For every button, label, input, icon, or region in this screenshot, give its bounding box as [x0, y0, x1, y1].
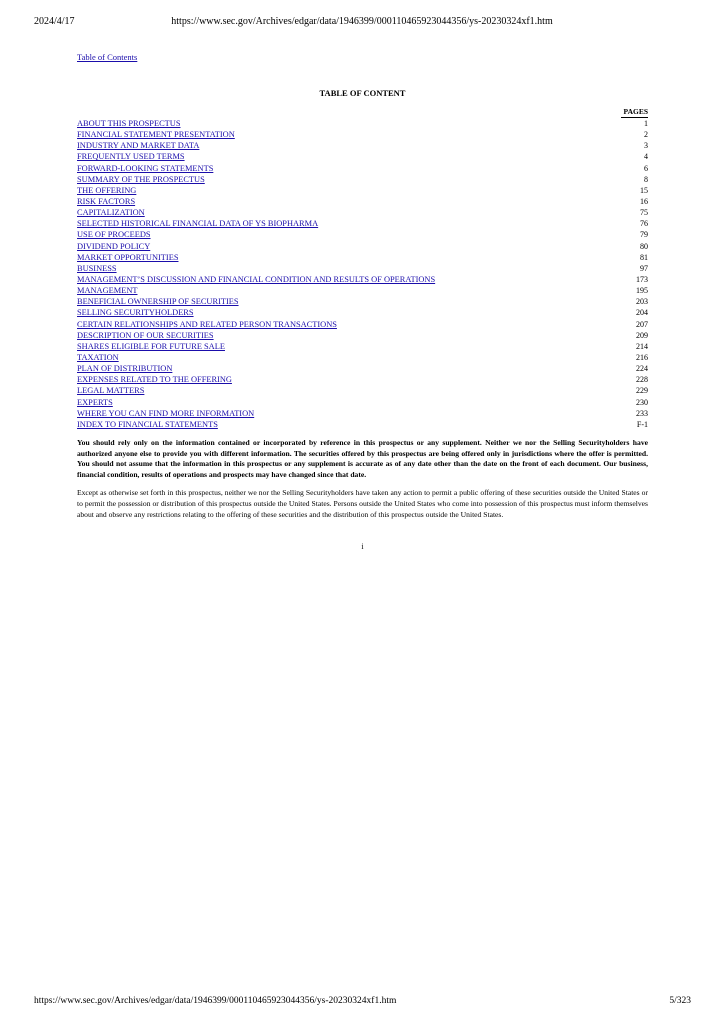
toc-entry-page: 230: [636, 397, 648, 407]
toc-entry-link[interactable]: MARKET OPPORTUNITIES: [77, 252, 179, 262]
toc-row: [77, 296, 648, 307]
toc-entry-page: 80: [640, 241, 648, 251]
toc-entry-link[interactable]: SHARES ELIGIBLE FOR FUTURE SALE: [77, 341, 225, 351]
toc-list: [77, 118, 648, 430]
reliance-notice-paragraph: You should rely only on the information contained or incorporated by reference in this prospectus or any supplement. Neither we nor the Selling Securityholders have authorized anyone else to provide you with different information. The securities offered by this prospectus are being offered only in jurisdictions where the offer is permitted. You should not assume that the information in this prospectus or any supplement is accurate as of any date other than the date on the front of each document. Our business, financial condition, results of operations and prospects may have changed since that date.: [77, 437, 648, 479]
toc-entry-link[interactable]: INDUSTRY AND MARKET DATA: [77, 141, 200, 151]
toc-entry-page: 216: [636, 352, 648, 362]
toc-entry-page: 207: [636, 319, 648, 329]
toc-entry-page: 173: [636, 274, 648, 284]
toc-row: [77, 185, 648, 196]
toc-entry-page: 214: [636, 341, 648, 351]
toc-row: [77, 196, 648, 207]
toc-row: [77, 151, 648, 162]
toc-entry-link[interactable]: EXPERTS: [77, 397, 113, 407]
print-footer-url: https://www.sec.gov/Archives/edgar/data/1946399/000110465923044356/ys-20230324xf1.htm: [34, 996, 397, 1006]
print-date: 2024/4/17: [34, 16, 75, 27]
toc-entry-link[interactable]: SELLING SECURITYHOLDERS: [77, 308, 194, 318]
toc-entry-link[interactable]: DIVIDEND POLICY: [77, 241, 151, 251]
toc-row: [77, 174, 648, 185]
page-number: i: [361, 542, 364, 552]
toc-entry-page: 75: [640, 208, 648, 218]
toc-entry-page: 4: [644, 152, 648, 162]
toc-row: [77, 397, 648, 408]
toc-row: [77, 218, 648, 229]
table-of-contents-link[interactable]: Table of Contents: [77, 52, 138, 62]
toc-entry-page: 79: [640, 230, 648, 240]
toc-row: [77, 118, 648, 129]
toc-entry-page: 1: [644, 119, 648, 128]
toc-entry-page: 97: [640, 263, 648, 273]
toc-row: [77, 330, 648, 341]
toc-row: [77, 229, 648, 240]
toc-entry-link[interactable]: LEGAL MATTERS: [77, 386, 145, 396]
toc-row: [77, 163, 648, 174]
toc-row: [77, 140, 648, 151]
toc-entry-page: 233: [636, 408, 648, 418]
toc-row: [77, 241, 648, 252]
toc-row: [77, 352, 648, 363]
toc-row: [77, 374, 648, 385]
offering-restrictions-paragraph: Except as otherwise set forth in this prospectus, neither we nor the Selling Securityholders have taken any action to permit a public offering of these securities outside the United States or to permit the possession or distribution of this prospectus outside the United States. Persons outside the United States who come into possession of this prospectus must inform themselves about and observe any restrictions relating to the offering of these securities and the distribution of this prospectus outside the United States.: [77, 488, 648, 519]
toc-row: [77, 285, 648, 296]
pages-header-label: PAGES: [621, 107, 648, 118]
toc-entry-page: 229: [636, 386, 648, 396]
toc-entry-page: 8: [644, 174, 648, 184]
toc-row: [77, 307, 648, 318]
document-body: [77, 52, 648, 551]
toc-row: [77, 363, 648, 374]
toc-row: [77, 207, 648, 218]
toc-entry-link[interactable]: INDEX TO FINANCIAL STATEMENTS: [77, 419, 218, 429]
toc-entry-link[interactable]: MANAGEMENT’S DISCUSSION AND FINANCIAL CONDITION AND RESULTS OF OPERATIONS: [77, 274, 436, 284]
toc-entry-link[interactable]: ABOUT THIS PROSPECTUS: [77, 119, 181, 128]
toc-entry-page: 2: [644, 130, 648, 140]
toc-entry-page: 3: [644, 141, 648, 151]
toc-entry-page: F-1: [636, 419, 648, 429]
toc-entry-page: 76: [640, 219, 648, 229]
toc-entry-link[interactable]: PLAN OF DISTRIBUTION: [77, 364, 173, 374]
toc-entry-link[interactable]: TAXATION: [77, 352, 119, 362]
toc-row: [77, 319, 648, 330]
toc-entry-page: 209: [636, 330, 648, 340]
toc-title: TABLE OF CONTENT: [319, 88, 406, 98]
toc-entry-link[interactable]: CAPITALIZATION: [77, 208, 145, 218]
toc-entry-link[interactable]: FORWARD-LOOKING STATEMENTS: [77, 163, 214, 173]
toc-entry-page: 228: [636, 375, 648, 385]
toc-row: [77, 252, 648, 263]
toc-entry-page: 204: [636, 308, 648, 318]
toc-entry-link[interactable]: FINANCIAL STATEMENT PRESENTATION: [77, 130, 235, 140]
toc-entry-link[interactable]: FREQUENTLY USED TERMS: [77, 152, 185, 162]
toc-entry-page: 16: [640, 196, 648, 206]
toc-entry-page: 224: [636, 364, 648, 374]
toc-entry-link[interactable]: CERTAIN RELATIONSHIPS AND RELATED PERSON TRANSACTIONS: [77, 319, 337, 329]
toc-entry-page: 203: [636, 297, 648, 307]
toc-entry-link[interactable]: USE OF PROCEEDS: [77, 230, 151, 240]
toc-entry-link[interactable]: BENEFICIAL OWNERSHIP OF SECURITIES: [77, 297, 239, 307]
toc-entry-page: 15: [640, 185, 648, 195]
toc-row: [77, 129, 648, 140]
toc-entry-link[interactable]: SUMMARY OF THE PROSPECTUS: [77, 174, 205, 184]
toc-entry-link[interactable]: THE OFFERING: [77, 185, 137, 195]
toc-row: [77, 408, 648, 419]
toc-entry-link[interactable]: EXPENSES RELATED TO THE OFFERING: [77, 375, 232, 385]
toc-row: [77, 263, 648, 274]
toc-entry-link[interactable]: MANAGEMENT: [77, 286, 138, 296]
toc-entry-page: 195: [636, 286, 648, 296]
toc-row: [77, 341, 648, 352]
toc-entry-page: 6: [644, 163, 648, 173]
pages-column-header: [77, 107, 648, 118]
toc-entry-link[interactable]: RISK FACTORS: [77, 196, 136, 206]
toc-entry-link[interactable]: SELECTED HISTORICAL FINANCIAL DATA OF YS BIOPHARMA: [77, 219, 319, 229]
toc-entry-link[interactable]: DESCRIPTION OF OUR SECURITIES: [77, 330, 214, 340]
toc-entry-link[interactable]: WHERE YOU CAN FIND MORE INFORMATION: [77, 408, 255, 418]
toc-entry-page: 81: [640, 252, 648, 262]
print-page-count: 5/323: [669, 996, 691, 1006]
print-header-url: https://www.sec.gov/Archives/edgar/data/1946399/000110465923044356/ys-20230324xf1.htm: [171, 16, 553, 27]
toc-entry-link[interactable]: BUSINESS: [77, 263, 117, 273]
toc-row: [77, 419, 648, 430]
toc-row: [77, 274, 648, 285]
toc-row: [77, 385, 648, 396]
